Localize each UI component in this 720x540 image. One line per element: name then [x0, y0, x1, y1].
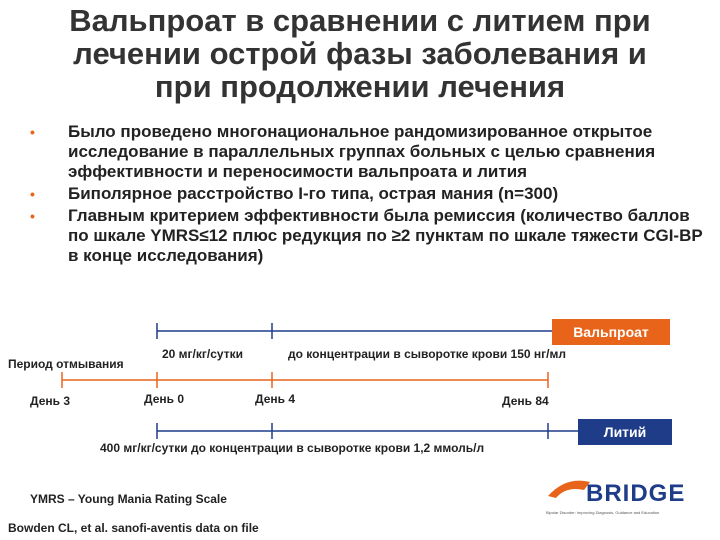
valproate-start-dose-label: 20 мг/кг/сутки	[162, 347, 243, 361]
bridge-logo	[546, 476, 716, 536]
lithium-arm-box: Литий	[578, 419, 672, 445]
lithium-dose-label: 400 мг/кг/сутки до концентрации в сыворотке крови 1,2 ммоль/л	[100, 441, 485, 455]
bullet-text: Было проведено многонациональное рандомизированное открытое исследование в параллельных группах больных с целью сравнения эффективности и переносимости вальпроата и лития	[68, 122, 656, 181]
day-3-label: День 3	[30, 394, 71, 408]
valproate-arm-box: Вальпроат	[552, 319, 670, 345]
valproate-target-dose-label: до концентрации в сыворотке крови 150 нг/мл	[288, 347, 566, 361]
bullet-dot-icon: •	[30, 124, 35, 140]
day-0-label: День 0	[144, 392, 185, 406]
bullet-text: Главным критерием эффективности была ремиссия (количество баллов по шкале YMRS≤12 плюс редукция по ≥2 пунктам по шкале тяжести CGI-BP в конце исследования)	[68, 206, 703, 265]
title-line-3: при продолжении лечения	[154, 69, 566, 104]
bullet-text: Биполярное расстройство I-го типа, острая мания (n=300)	[68, 184, 559, 203]
bridge-logo-word: BRIDGE	[586, 480, 686, 507]
bullet-dot-icon: •	[30, 208, 35, 224]
ymrs-footnote: YMRS – Young Mania Rating Scale	[30, 492, 227, 506]
bullet-dot-icon: •	[30, 186, 35, 202]
title-line-1: Вальпроат в сравнении с литием при	[69, 3, 651, 38]
day-4-label: День 4	[255, 392, 296, 406]
source-footnote: Bowden CL, et al. sanofi-aventis data on file	[8, 521, 259, 535]
day-84-label: День 84	[502, 394, 549, 408]
washout-period-label: Период отмывания	[8, 357, 124, 371]
title-line-2: лечении острой фазы заболевания и	[73, 36, 647, 71]
bridge-logo-subtitle: Bipolar Disorder: Improving Diagnosis, Guidance and Education	[546, 510, 660, 515]
